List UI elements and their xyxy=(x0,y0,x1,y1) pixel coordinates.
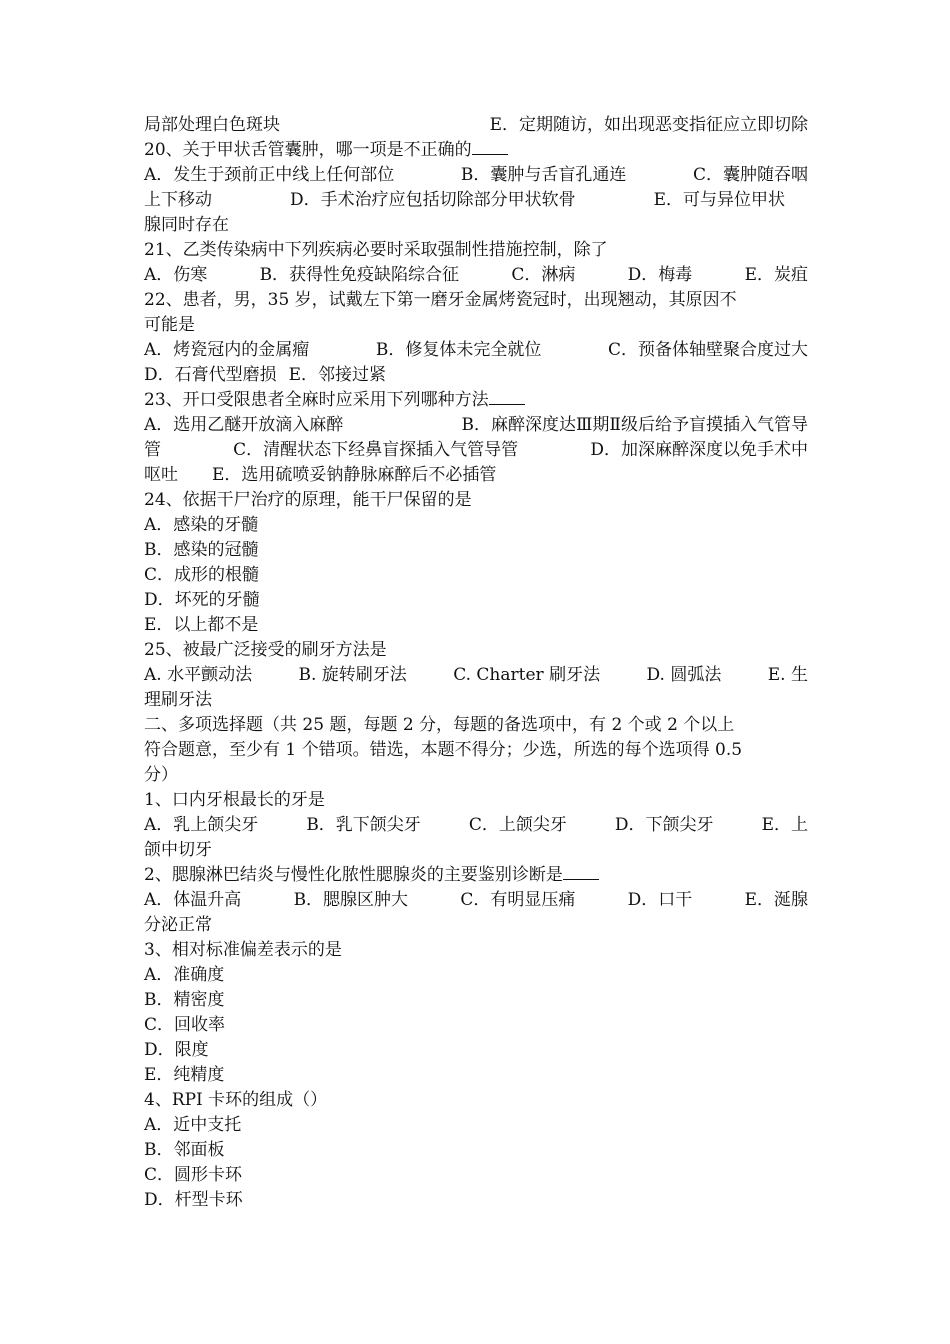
text-line xyxy=(144,938,808,963)
text-line xyxy=(144,338,808,363)
line-text: D．坏死的牙髓 xyxy=(144,590,260,610)
line-text: 颌中切牙 xyxy=(144,840,212,860)
text-line xyxy=(144,363,808,388)
option-text: E．可与异位甲状 xyxy=(653,190,786,210)
line-text: B．精密度 xyxy=(144,990,225,1010)
option-text: A．烤瓷冠内的金属瘤 xyxy=(144,340,310,360)
option-text: 呕吐 xyxy=(144,465,178,485)
option-text: A．体温升高 xyxy=(144,890,242,910)
option-text: D．下颌尖牙 xyxy=(614,815,714,835)
option-text: A．发生于颈前正中线上任何部位 xyxy=(144,165,395,185)
line-text: 3、相对标准偏差表示的是 xyxy=(144,940,342,960)
option-text: B．修复体未完全就位 xyxy=(375,340,542,360)
answer-blank xyxy=(489,390,525,405)
text-line xyxy=(144,188,808,213)
line-text: 24、依据干尸治疗的原理，能干尸保留的是 xyxy=(144,490,472,510)
option-text: D. 圆弧法 xyxy=(646,665,722,685)
text-line xyxy=(144,1163,808,1188)
line-text: 二、多项选择题（共 25 题，每题 2 分，每题的备选项中，有 2 个或 2 个以上 xyxy=(144,715,735,735)
line-text: D．限度 xyxy=(144,1040,209,1060)
line-text: D．杆型卡环 xyxy=(144,1190,243,1210)
option-text: E．定期随访，如出现恶变指征应立即切除 xyxy=(489,115,808,135)
option-text: D．梅毒 xyxy=(627,265,693,285)
text-line xyxy=(144,513,808,538)
option-text: B．腮腺区肿大 xyxy=(293,890,409,910)
text-line xyxy=(144,488,808,513)
option-text: D．口干 xyxy=(627,890,693,910)
line-text: 腺同时存在 xyxy=(144,215,229,235)
option-text: E．邻接过紧 xyxy=(288,365,387,385)
option-text: C．清醒状态下经鼻盲探插入气管导管 xyxy=(233,440,519,460)
text-line xyxy=(144,1013,808,1038)
text-line xyxy=(144,913,808,938)
line-text: 分泌正常 xyxy=(144,915,212,935)
line-text: E．以上都不是 xyxy=(144,615,259,635)
option-text: B．获得性免疫缺陷综合征 xyxy=(259,265,460,285)
option-text: 上下移动 xyxy=(144,190,212,210)
line-text: A．感染的牙髓 xyxy=(144,515,259,535)
text-line xyxy=(144,588,808,613)
text-line xyxy=(144,388,808,413)
text-line xyxy=(144,163,808,188)
text-line xyxy=(144,113,808,138)
option-text: 局部处理白色斑块 xyxy=(144,115,280,135)
option-text: B．囊肿与舌盲孔通连 xyxy=(460,165,627,185)
option-text: E. 生 xyxy=(767,665,808,685)
line-text: C．回收率 xyxy=(144,1015,226,1035)
text-line xyxy=(144,238,808,263)
text-line xyxy=(144,763,808,788)
option-text: C．有明显压痛 xyxy=(460,890,576,910)
option-text: E．炭疽 xyxy=(744,265,808,285)
option-text: C．淋病 xyxy=(511,265,576,285)
text-line xyxy=(144,813,808,838)
line-text: B．感染的冠髓 xyxy=(144,540,259,560)
option-text: E．选用硫喷妥钠静脉麻醉后不必插管 xyxy=(212,465,497,485)
option-text: A．选用乙醚开放滴入麻醉 xyxy=(144,415,344,435)
line-text: E．纯精度 xyxy=(144,1065,225,1085)
line-text: C．圆形卡环 xyxy=(144,1165,243,1185)
text-line xyxy=(144,863,808,888)
text-line xyxy=(144,738,808,763)
text-line xyxy=(144,1088,808,1113)
line-text: A．准确度 xyxy=(144,965,225,985)
text-line xyxy=(144,1188,808,1213)
answer-blank xyxy=(472,140,508,155)
line-text: 25、被最广泛接受的刷牙方法是 xyxy=(144,640,387,660)
text-line xyxy=(144,638,808,663)
option-text: C．上颌尖牙 xyxy=(468,815,567,835)
text-line xyxy=(144,788,808,813)
text-line xyxy=(144,263,808,288)
line-text: A．近中支托 xyxy=(144,1115,242,1135)
option-text: D．手术治疗应包括切除部分甲状软骨 xyxy=(290,190,576,210)
text-line xyxy=(144,613,808,638)
text-line xyxy=(144,313,808,338)
line-text: 符合题意，至少有 1 个错项。错选，本题不得分；少选，所选的每个选项得 0.5 xyxy=(144,740,743,760)
text-line xyxy=(144,213,808,238)
text-line xyxy=(144,838,808,863)
text-line xyxy=(144,1138,808,1163)
text-line xyxy=(144,1063,808,1088)
option-text: C．囊肿随吞咽 xyxy=(692,165,808,185)
text-line xyxy=(144,413,808,438)
option-text: 管 xyxy=(144,440,161,460)
text-line xyxy=(144,1113,808,1138)
text-line xyxy=(144,663,808,688)
text-line xyxy=(144,463,808,488)
option-text: A．乳上颌尖牙 xyxy=(144,815,259,835)
line-text: 分） xyxy=(144,765,178,785)
option-text: B. 旋转刷牙法 xyxy=(298,665,407,685)
line-text: C．成形的根髓 xyxy=(144,565,260,585)
line-text: 可能是 xyxy=(144,315,195,335)
text-line xyxy=(144,963,808,988)
text-line xyxy=(144,288,808,313)
text-line xyxy=(144,438,808,463)
line-text: 22、患者，男，35 岁，试戴左下第一磨牙金属烤瓷冠时，出现翘动，其原因不 xyxy=(144,290,737,310)
text-line xyxy=(144,713,808,738)
text-line xyxy=(144,988,808,1013)
text-line xyxy=(144,538,808,563)
option-text: E．涎腺 xyxy=(744,890,808,910)
text-line xyxy=(144,138,808,163)
option-text: B．麻醉深度达Ⅲ期Ⅱ级后给予盲摸插入气管导 xyxy=(461,415,808,435)
answer-blank xyxy=(563,865,599,880)
option-text: A. 水平颤动法 xyxy=(144,665,253,685)
option-text: E．上 xyxy=(761,815,808,835)
line-text: 理刷牙法 xyxy=(144,690,212,710)
text-line xyxy=(144,888,808,913)
option-text: A．伤寒 xyxy=(144,265,208,285)
option-text: D．石膏代型磨损 xyxy=(144,365,277,385)
line-text: 21、乙类传染病中下列疾病必要时采取强制性措施控制，除了 xyxy=(144,240,608,260)
line-text: B．邻面板 xyxy=(144,1140,225,1160)
option-text: C．预备体轴壁聚合度过大 xyxy=(607,340,808,360)
question-text: 20、关于甲状舌管囊肿，哪一项是不正确的 xyxy=(144,140,472,160)
option-text: D．加深麻醉深度以免手术中 xyxy=(590,440,808,460)
text-line xyxy=(144,688,808,713)
text-line xyxy=(144,1038,808,1063)
question-text: 2、腮腺淋巴结炎与慢性化脓性腮腺炎的主要鉴别诊断是 xyxy=(144,865,563,885)
line-text: 1、口内牙根最长的牙是 xyxy=(144,790,325,810)
option-text: B．乳下颌尖牙 xyxy=(306,815,421,835)
question-text: 23、开口受限患者全麻时应采用下列哪种方法 xyxy=(144,390,489,410)
option-text: C. Charter 刷牙法 xyxy=(453,665,601,685)
line-text: 4、RPI 卡环的组成（） xyxy=(144,1090,328,1110)
text-line xyxy=(144,563,808,588)
document-page xyxy=(144,113,808,1213)
